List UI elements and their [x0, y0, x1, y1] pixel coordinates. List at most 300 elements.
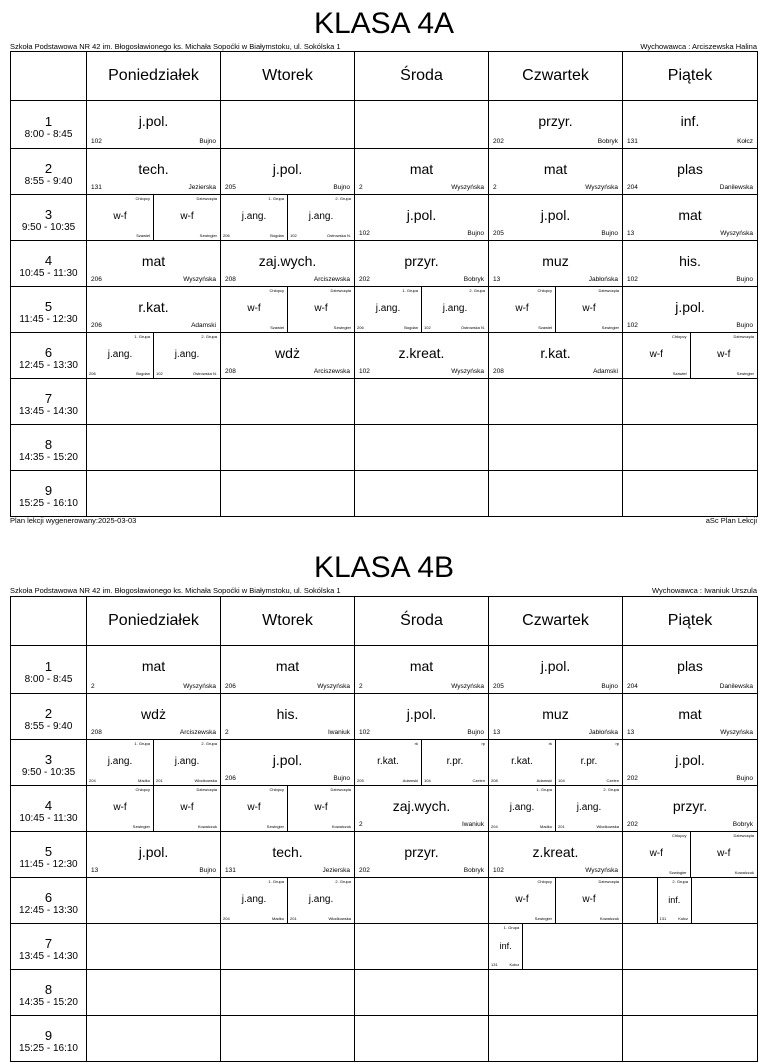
group-room: 204	[491, 824, 498, 829]
lesson-teacher: Jabłońska	[588, 729, 618, 736]
group-lesson	[555, 786, 622, 831]
period-cell	[11, 425, 87, 471]
lesson-teacher: Arciszewska	[179, 729, 216, 736]
group-teacher: Ostrowska N.	[326, 233, 351, 238]
lesson-room: 102	[627, 322, 638, 329]
group-room: 205	[357, 778, 364, 783]
period-number: 8	[44, 982, 53, 997]
group-lesson	[623, 333, 690, 378]
class-title-4a: KLASA 4A	[313, 7, 455, 40]
group-split	[221, 786, 354, 831]
group-subject: j.ang.	[442, 303, 468, 314]
lesson-teacher: Kołcz	[737, 138, 753, 145]
lesson	[221, 241, 354, 286]
period-row	[11, 379, 758, 425]
period-row	[11, 241, 758, 287]
lesson-teacher: Bujno	[601, 230, 618, 237]
lesson-teacher: Bobryk	[597, 138, 618, 145]
group-room: 206	[89, 371, 96, 376]
group-name: Chłopcy	[135, 196, 150, 201]
period-time: 14:35 - 15:20	[19, 997, 78, 1008]
period-time: 13:45 - 14:30	[19, 951, 78, 962]
group-name: Chłopcy	[269, 787, 284, 792]
group-room: 204	[89, 778, 96, 783]
timetable-4b	[10, 596, 758, 1062]
group-teacher: Szwingier	[669, 870, 687, 875]
lesson-cell	[623, 287, 758, 333]
lesson-cell	[489, 878, 623, 924]
group-name: 2. Grupa	[469, 288, 485, 293]
lesson-cell	[489, 241, 623, 287]
lesson-cell	[87, 740, 221, 786]
lesson	[489, 694, 622, 739]
period-time: 8:00 - 8:45	[24, 674, 73, 685]
lesson-cell	[221, 425, 355, 471]
group-teacher: Madko	[137, 778, 150, 783]
lesson	[489, 241, 622, 286]
group-teacher: Bogdan	[404, 325, 418, 330]
period-number: 7	[44, 391, 53, 406]
lesson-cell	[489, 287, 623, 333]
lesson-room: 2	[359, 184, 363, 191]
group-lesson	[421, 287, 488, 332]
lesson-cell	[221, 195, 355, 241]
lesson-cell	[489, 1016, 623, 1062]
lesson-room: 208	[493, 368, 504, 375]
lesson-subject: j.pol.	[138, 844, 169, 860]
period-time: 10:45 - 11:30	[19, 268, 78, 279]
lesson	[623, 740, 757, 785]
lesson	[355, 646, 488, 693]
lesson-subject: przyr.	[404, 844, 439, 860]
lesson-subject: mat	[409, 658, 434, 674]
group-room: 131	[491, 962, 498, 967]
group-subject: w-f	[113, 211, 127, 222]
group-lesson	[355, 740, 421, 785]
lesson-cell	[87, 287, 221, 333]
lesson-cell	[623, 471, 758, 517]
group-teacher: Madko	[539, 824, 552, 829]
lesson	[87, 694, 220, 739]
lesson-cell	[221, 832, 355, 878]
group-room: 131	[659, 916, 667, 921]
lesson-subject: przyr.	[538, 113, 573, 129]
lesson-subject: r.kat.	[138, 299, 169, 315]
group-split	[221, 287, 354, 332]
lesson-cell	[489, 970, 623, 1016]
lesson-room: 208	[225, 368, 236, 375]
lesson-cell	[489, 924, 623, 970]
group-split	[489, 878, 622, 923]
lesson-room: 13	[91, 867, 99, 874]
group-subject: w-f	[180, 211, 194, 222]
group-teacher: Kołcz	[509, 962, 520, 967]
lesson-teacher: Iwaniuk	[327, 729, 350, 736]
lesson-cell	[87, 1016, 221, 1062]
lesson-cell	[623, 379, 758, 425]
period-cell	[11, 740, 87, 786]
period-time: 8:55 - 9:40	[24, 721, 73, 732]
group-split	[355, 740, 488, 785]
group-teacher: Adamski	[536, 778, 552, 783]
group-teacher: Czelen	[606, 778, 619, 783]
group-name: Dziewczęta	[196, 787, 217, 792]
group-room: 201	[558, 824, 565, 829]
lesson-cell	[489, 646, 623, 694]
group-subject: j.ang.	[241, 894, 267, 905]
group-split	[489, 786, 622, 831]
period-number: 3	[44, 207, 53, 222]
period-cell	[11, 333, 87, 379]
lesson-cell	[221, 101, 355, 149]
group-lesson	[221, 786, 287, 831]
group-teacher: Szwingier	[601, 325, 619, 330]
lesson-teacher: Jezierska	[322, 867, 350, 874]
group-teacher: Włodkowska	[596, 824, 619, 829]
lesson-cell	[623, 195, 758, 241]
day-header: Poniedziałek	[87, 52, 221, 101]
lesson-subject: mat	[543, 161, 568, 177]
lesson-teacher: Wyszyńska	[183, 683, 216, 690]
group-lesson	[355, 287, 421, 332]
timetable-4a	[10, 51, 758, 517]
group-subject: r.pr.	[446, 756, 464, 767]
software-credit-4a: aSc Plan Lekcji	[705, 516, 757, 525]
group-split	[355, 287, 488, 332]
lesson-cell	[355, 149, 489, 195]
day-header: Wtorek	[221, 52, 355, 101]
period-number: 4	[44, 253, 53, 268]
lesson-teacher: Wyszyńska	[183, 276, 216, 283]
period-row	[11, 287, 758, 333]
lesson-room: 2	[91, 683, 95, 690]
group-subject: r.kat.	[377, 756, 399, 767]
group-name: 1. Grupa	[134, 334, 150, 339]
group-name: 2. Grupa	[672, 879, 688, 884]
lesson-cell	[355, 195, 489, 241]
lesson-cell	[355, 101, 489, 149]
lesson	[489, 646, 622, 693]
period-cell	[11, 924, 87, 970]
lesson-subject: muz	[542, 706, 569, 722]
group-subject: j.ang.	[241, 211, 267, 222]
group-lesson	[658, 878, 692, 923]
group-teacher: Bogdan	[270, 233, 284, 238]
lesson-cell	[87, 149, 221, 195]
lesson-cell	[87, 832, 221, 878]
lesson-room: 2	[225, 729, 229, 736]
lesson-cell	[87, 425, 221, 471]
lesson-room: 202	[359, 276, 370, 283]
group-room: 204	[223, 916, 230, 921]
period-cell	[11, 149, 87, 195]
lesson-teacher: Wyszyńska	[585, 867, 618, 874]
lesson	[87, 241, 220, 286]
period-time: 11:45 - 12:30	[19, 859, 78, 870]
lesson	[623, 101, 757, 148]
group-room: 102	[156, 371, 163, 376]
group-teacher: Szawieł	[270, 325, 284, 330]
lesson-room: 202	[493, 138, 504, 145]
group-split	[87, 333, 220, 378]
day-header: Czwartek	[489, 597, 623, 646]
lesson-subject: zaj.wych.	[392, 798, 451, 814]
lesson-subject: plas	[677, 658, 703, 674]
lesson-subject: j.pol.	[272, 161, 303, 177]
lesson-cell	[87, 646, 221, 694]
group-split	[623, 333, 757, 378]
group-lesson	[287, 786, 354, 831]
lesson-cell	[489, 101, 623, 149]
lesson-room: 102	[359, 368, 370, 375]
group-subject: w-f	[180, 802, 194, 813]
lesson-subject: j.pol.	[406, 207, 437, 223]
group-name: 2. Grupa	[335, 196, 351, 201]
lesson	[355, 832, 488, 877]
group-lesson	[489, 786, 555, 831]
lesson-cell	[623, 878, 758, 924]
group-name: rk	[414, 741, 418, 746]
period-row	[11, 878, 758, 924]
group-lesson	[555, 740, 622, 785]
lesson-cell	[221, 878, 355, 924]
lesson-cell	[87, 333, 221, 379]
lesson-cell	[355, 740, 489, 786]
lesson-subject: mat	[141, 658, 166, 674]
lesson	[221, 740, 354, 785]
lesson-room: 131	[627, 138, 638, 145]
day-header: Środa	[355, 597, 489, 646]
group-lesson	[87, 333, 153, 378]
lesson-cell	[355, 287, 489, 333]
lesson-cell	[355, 832, 489, 878]
period-time: 14:35 - 15:20	[19, 452, 78, 463]
period-cell	[11, 646, 87, 694]
group-subject: w-f	[247, 303, 261, 314]
lesson-subject: j.pol.	[138, 113, 169, 129]
group-subject: w-f	[582, 303, 596, 314]
lesson-teacher: Wyszyńska	[720, 729, 753, 736]
lesson-cell	[221, 241, 355, 287]
group-teacher: Adamski	[402, 778, 418, 783]
group-name: Dziewczęta	[330, 288, 351, 293]
group-name: 1. Grupa	[268, 879, 284, 884]
group-room: 102	[424, 325, 431, 330]
lesson-cell	[355, 970, 489, 1016]
lesson-cell	[489, 195, 623, 241]
group-subject: inf.	[499, 941, 512, 951]
lesson-cell	[355, 786, 489, 832]
lesson-teacher: Arciszewska	[313, 276, 350, 283]
lesson-room: 202	[627, 821, 638, 828]
lesson	[623, 149, 757, 194]
lesson	[489, 101, 622, 148]
lesson-teacher: Adamski	[593, 368, 618, 375]
lesson	[355, 694, 488, 739]
group-teacher: Madko	[271, 916, 284, 921]
group-name: 2. Grupa	[603, 787, 619, 792]
group-name: Dziewczęta	[196, 196, 217, 201]
lesson-room: 13	[627, 230, 635, 237]
lesson-room: 204	[627, 184, 638, 191]
day-header: Piątek	[623, 52, 758, 101]
lesson-subject: j.pol.	[272, 752, 303, 768]
group-teacher: Włodkowska	[194, 778, 217, 783]
lesson-cell	[623, 1016, 758, 1062]
group-name: Dziewczęta	[733, 334, 754, 339]
lesson	[355, 241, 488, 286]
period-cell	[11, 471, 87, 517]
group-name: Chłopcy	[672, 833, 687, 838]
lesson-cell	[87, 924, 221, 970]
period-time: 8:55 - 9:40	[24, 176, 73, 187]
lesson-room: 102	[493, 867, 504, 874]
group-lesson	[623, 832, 690, 877]
group-split	[489, 287, 622, 332]
lesson-room: 13	[493, 276, 501, 283]
period-time: 9:50 - 10:35	[21, 767, 76, 778]
period-time: 8:00 - 8:45	[24, 129, 73, 140]
lesson-teacher: Bobryk	[463, 867, 484, 874]
lesson-teacher: Bujno	[199, 867, 216, 874]
group-lesson	[87, 195, 153, 240]
group-name: Dziewczęta	[733, 833, 754, 838]
group-split	[489, 924, 523, 969]
period-row	[11, 832, 758, 878]
lesson	[355, 333, 488, 378]
lesson-teacher: Arciszewska	[313, 368, 350, 375]
lesson	[355, 149, 488, 194]
group-subject: w-f	[582, 894, 596, 905]
lesson-room: 102	[359, 729, 370, 736]
lesson-subject: j.pol.	[406, 706, 437, 722]
lesson-cell	[623, 832, 758, 878]
period-time: 12:45 - 13:30	[19, 360, 78, 371]
period-number: 6	[44, 345, 53, 360]
period-cell	[11, 832, 87, 878]
group-lesson	[489, 924, 522, 969]
group-room: 206	[357, 325, 364, 330]
group-subject: j.ang.	[308, 211, 334, 222]
lesson-room: 2	[493, 184, 497, 191]
lesson-cell	[221, 970, 355, 1016]
lesson-cell	[355, 241, 489, 287]
lesson-subject: j.pol.	[540, 207, 571, 223]
lesson-subject: his.	[679, 253, 701, 269]
group-split	[221, 195, 354, 240]
lesson-cell	[489, 471, 623, 517]
group-teacher: Bogdan	[136, 371, 150, 376]
lesson	[489, 149, 622, 194]
lesson-teacher: Wyszyńska	[451, 683, 484, 690]
group-subject: w-f	[717, 349, 731, 360]
lesson-teacher: Bujno	[736, 775, 753, 782]
period-row	[11, 1016, 758, 1062]
group-name: Dziewczęta	[598, 288, 619, 293]
lesson-cell	[623, 740, 758, 786]
group-room: 208	[491, 778, 498, 783]
lesson-room: 206	[225, 775, 236, 782]
lesson-cell	[623, 241, 758, 287]
group-subject: j.ang.	[509, 802, 535, 813]
lesson-cell	[355, 425, 489, 471]
group-name: Chłopcy	[135, 787, 150, 792]
lesson-teacher: Bobryk	[463, 276, 484, 283]
group-lesson	[221, 195, 287, 240]
day-header: Czwartek	[489, 52, 623, 101]
lesson-subject: mat	[409, 161, 434, 177]
group-teacher: Ostrowska N.	[460, 325, 485, 330]
lesson-cell	[355, 646, 489, 694]
tutor-4b: Wychowawca : Iwaniuk Urszula	[652, 586, 757, 595]
lesson-teacher: Jezierska	[188, 184, 216, 191]
period-row	[11, 471, 758, 517]
lesson-cell	[623, 924, 758, 970]
period-number: 6	[44, 890, 53, 905]
lesson	[623, 287, 757, 332]
period-cell	[11, 379, 87, 425]
group-name: rk	[548, 741, 552, 746]
group-room: 104	[424, 778, 431, 783]
period-time: 9:50 - 10:35	[21, 222, 76, 233]
group-name: Chłopcy	[537, 879, 552, 884]
lesson-cell	[489, 333, 623, 379]
lesson-room: 202	[359, 867, 370, 874]
lesson-cell	[87, 195, 221, 241]
period-cell	[11, 786, 87, 832]
lesson-cell	[87, 101, 221, 149]
day-header: Piątek	[623, 597, 758, 646]
lesson-cell	[221, 924, 355, 970]
group-lesson	[489, 740, 555, 785]
period-number: 3	[44, 752, 53, 767]
lesson-room: 102	[359, 230, 370, 237]
period-row	[11, 786, 758, 832]
group-teacher: Szawieł	[672, 371, 687, 376]
group-subject: j.ang.	[308, 894, 334, 905]
lesson-room: 102	[91, 138, 102, 145]
lesson-cell	[355, 1016, 489, 1062]
group-name: Chłopcy	[537, 288, 552, 293]
lesson-subject: j.pol.	[675, 299, 705, 315]
lesson-room: 13	[627, 729, 635, 736]
lesson-cell	[489, 379, 623, 425]
lesson-cell	[221, 149, 355, 195]
lesson-teacher: Wyszyńska	[451, 184, 484, 191]
period-time: 15:25 - 16:10	[19, 1043, 78, 1054]
lesson-cell	[221, 786, 355, 832]
lesson-cell	[489, 786, 623, 832]
lesson-cell	[355, 471, 489, 517]
period-number: 1	[44, 659, 53, 674]
period-number: 8	[44, 437, 53, 452]
lesson	[87, 832, 220, 877]
group-name: Chłopcy	[269, 288, 284, 293]
group-lesson	[690, 832, 758, 877]
group-lesson	[153, 333, 220, 378]
lesson	[623, 694, 757, 739]
group-lesson	[221, 287, 287, 332]
lesson-cell	[87, 786, 221, 832]
lesson-teacher: Bujno	[467, 230, 484, 237]
lesson	[623, 195, 757, 240]
group-teacher: Szwingier	[736, 371, 754, 376]
lesson-cell	[489, 149, 623, 195]
lesson-room: 205	[493, 683, 504, 690]
lesson-room: 208	[225, 276, 236, 283]
lesson-teacher: Bujno	[333, 184, 350, 191]
period-number: 7	[44, 936, 53, 951]
